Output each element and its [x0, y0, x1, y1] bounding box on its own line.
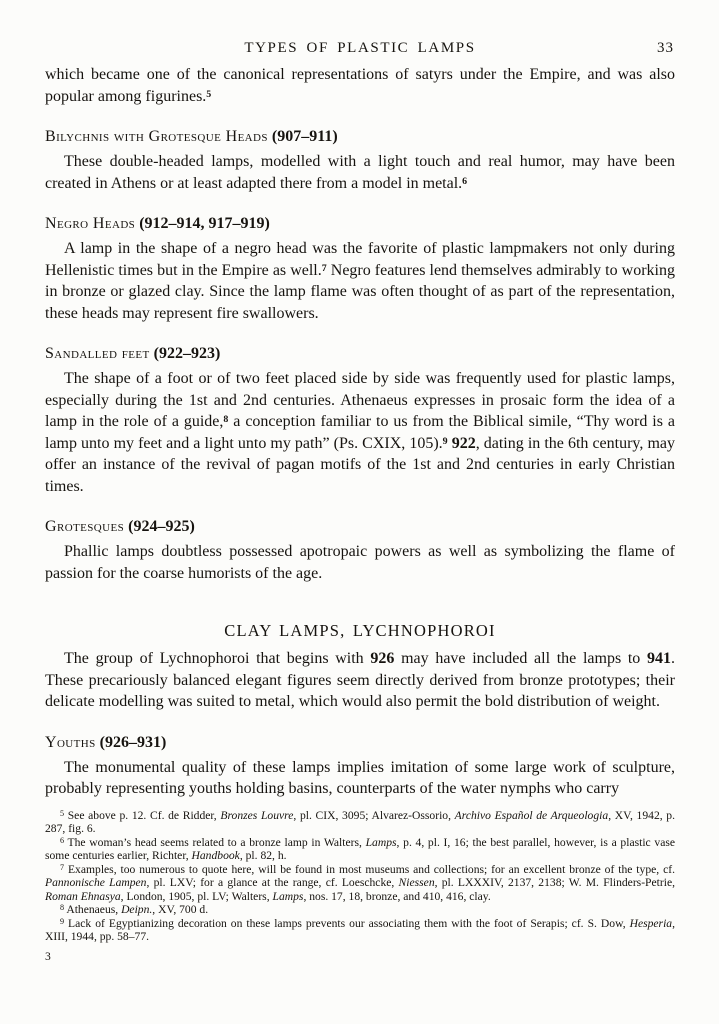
page-body — [45, 64, 675, 800]
footnote-reference: 5 — [206, 88, 212, 100]
footnote-marker: 5 — [60, 808, 65, 818]
footnote — [45, 917, 675, 944]
bold-text: (924–925) — [128, 518, 195, 535]
text-run: The woman’s head seems related to a bronze lamp in Walters, — [64, 835, 366, 849]
continuation-paragraph — [45, 64, 675, 107]
footnote-marker: 8 — [60, 903, 65, 912]
text-run: Athenaeus, — [64, 903, 122, 916]
footnote — [45, 863, 675, 904]
text-run: A lamp in the shape of a negro head was the favorite of plastic lampmakers not only during Hellenistic times but in the Empire as well. — [45, 240, 675, 279]
signature-mark: 3 — [45, 949, 51, 963]
small-caps-text: Youths — [45, 733, 96, 751]
footnote — [45, 836, 675, 863]
footnote-reference: 6 — [462, 175, 468, 187]
footnote — [45, 903, 675, 917]
text-run: , dating in the 6th century, may offer an instance of the revival of pagan motifs of the 1st and 2nd centuries in early Christian times. — [45, 434, 676, 495]
text-run: , pl. CIX, 3095; Alvarez-Ossorio, — [293, 808, 455, 822]
small-caps-text: Grotesques — [45, 518, 125, 535]
small-caps-text: Sandalled feet — [45, 345, 150, 362]
section-heading — [45, 516, 675, 538]
footnote-marker: 9 — [60, 916, 65, 926]
text-run: which became one of the canonical representations of satyrs under the Empire, and was also popular among figurines. — [45, 66, 675, 105]
text-run: Phallic lamps doubtless possessed apotropaic powers as well as symbolizing the flame of passion for the coarse humorists of the age. — [45, 543, 675, 582]
section-heading — [45, 213, 675, 235]
text-run: The group of Lychnophoroi that begins with — [64, 650, 371, 667]
paragraph — [45, 151, 675, 194]
bold-text: 941 — [647, 650, 672, 667]
section-heading — [45, 343, 675, 365]
paragraph — [45, 648, 675, 713]
italic-text: Niessen — [398, 876, 435, 889]
text-run: , London, 1905, pl. LV; Walters, — [120, 889, 273, 903]
text-run: , nos. 17, 18, bronze, and 410, 416, clay. — [303, 889, 491, 903]
italic-text: Lamps — [365, 835, 397, 849]
text-run: may have included all the lamps to — [394, 650, 648, 667]
paragraph — [45, 238, 675, 324]
paragraph — [45, 757, 675, 800]
footnotes — [45, 809, 675, 944]
text-run: , XV, 1942, p. 287, fig. 6. — [45, 808, 675, 835]
text-run: , pl. LXV; for a glance at the range, cf. Loeschcke, — [146, 876, 399, 889]
paragraph — [45, 541, 675, 584]
text-run: a conception familiar to us from the Biblical simile, “Thy word is a lamp unto my feet and a light unto my path” (Ps. CXIX, 105). — [45, 413, 675, 452]
chapter-heading — [45, 620, 675, 642]
text-run: , XIII, 1944, pp. 58–77. — [45, 916, 675, 943]
text-run: See above p. 12. Cf. de Ridder, — [64, 808, 221, 822]
text-run: CLAY LAMPS, LYCHNOPHOROI — [224, 621, 496, 640]
italic-text: Pannonische Lampen — [45, 876, 147, 889]
text-run: The shape of a foot or of two feet placed side by side was frequently used for plastic lamps, especially during the 1st and 2nd centuries. Athenaeus expresses in prosaic form the idea of a lamp in the role of a guide, — [45, 370, 675, 430]
text-run: Lack of Egyptianizing decoration on these lamps prevents our associating them with the foot of Serapis; cf. S. Dow, — [64, 916, 630, 930]
text-run: Negro features lend themselves admirably to working in bronze or glazed clay. Since the lamp flame was often thought of as part of the representation, these heads may represent fire swallowers. — [45, 261, 675, 322]
bold-text: 926 — [370, 650, 395, 667]
text-run: . These precariously balanced elegant figures seem directly derived from bronze prototypes; their delicate modelling was suited to metal, which would also permit the bold distribution of weight. — [45, 650, 676, 710]
bold-text: (922–923) — [153, 345, 221, 362]
paragraph — [45, 368, 675, 497]
footnote-reference: 7 — [321, 262, 327, 274]
section-heading — [45, 732, 675, 754]
page-header — [45, 40, 675, 62]
text-run: These double-headed lamps, modelled with a light touch and real humor, may have been created in Athens or at least adapted there from a model in metal. — [45, 153, 675, 192]
small-caps-text: Negro Heads — [45, 215, 136, 232]
bold-text: (912–914, 917–919) — [139, 215, 270, 232]
italic-text: Bronzes Louvre — [220, 808, 294, 822]
running-title: TYPES OF PLASTIC LAMPS — [244, 40, 476, 56]
italic-text: Hesperia — [629, 916, 673, 930]
text-run: Examples, too numerous to quote here, will be found in most museums and collections; for an excellent bronze of the type, cf. — [64, 862, 675, 876]
footnote-reference: 8 — [223, 414, 229, 425]
text-run: , p. 4, pl. I, 16; the best parallel, however, is a plastic vase some centuries earlier, Richter, — [45, 835, 675, 862]
text-run: , XV, 700 d. — [152, 903, 209, 916]
section-heading — [45, 126, 675, 148]
small-caps-text: Bilychnis with Grotesque Heads — [45, 128, 268, 145]
text-run: , pl. LXXXIV, 2137, 2138; W. M. Flinders-Petrie, — [434, 876, 675, 889]
text-block — [45, 0, 675, 963]
footnote-marker: 7 — [60, 862, 65, 872]
footnote-marker: 6 — [60, 835, 65, 845]
page-number: 33 — [657, 40, 674, 56]
italic-text: Archivo Español de Arqueologia — [454, 808, 609, 822]
bold-text: (926–931) — [99, 733, 167, 751]
text-run: The monumental quality of these lamps implies imitation of some large work of sculpture, probably representing youths holding basins, counterparts of the water nymphs who carry — [45, 758, 675, 797]
footnote-reference: 9 — [442, 435, 448, 447]
italic-text: Deipn. — [121, 903, 153, 916]
italic-text: Lamps — [272, 889, 304, 903]
italic-text: Handbook — [191, 849, 240, 862]
italic-text: Roman Ehnasya — [45, 889, 121, 903]
bold-text: (907–911) — [271, 128, 338, 145]
bold-text: 922 — [451, 434, 476, 452]
text-run: , pl. 82, h. — [239, 849, 287, 862]
footnote — [45, 809, 675, 836]
